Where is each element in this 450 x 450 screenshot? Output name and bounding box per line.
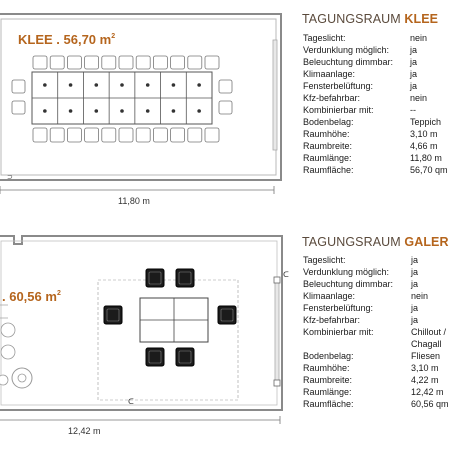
klee-top-chairs [33,56,219,69]
chair [119,56,133,69]
spec-value: nein [411,291,429,301]
spec-label: Kfz-befahrbar: [303,315,361,325]
spec-value: ja [410,81,418,91]
spec-label: Kombinierbar mit: [303,327,374,337]
spec-row [303,278,450,290]
spec-value: 60,56 qm [411,399,449,409]
table-marker [172,109,176,113]
spec-value: ja [411,255,419,265]
spec-label: Fensterbelüftung: [303,303,374,313]
klee-bottom-chairs [33,128,219,142]
spec-row [303,266,450,278]
spec-value: Fliesen [411,351,441,361]
spec-row [303,68,450,80]
svg-text:⊃: ⊃ [7,173,13,181]
spec-label: Tageslicht: [303,33,346,43]
spec-row [303,164,450,176]
spec-label: Kfz-befahrbar: [303,93,361,103]
spec-label: Raumbreite: [303,141,353,151]
galerie-area-label: . 60,56 $m^2$ [2,289,61,304]
spec-value: 4,66 m [410,141,438,151]
spec-value: Chagall [411,339,442,349]
galerie-room-title: TAGUNGSRAUM GALER [302,235,449,249]
spec-row [303,140,450,152]
chair [85,56,99,69]
chair [102,56,116,69]
spec-value: ja [410,69,418,79]
table-marker [146,109,150,113]
chair [67,128,81,142]
spec-value: -- [410,105,416,115]
spec-value: ja [411,315,419,325]
spec-label: Klimaanlage: [303,69,356,79]
spec-row [303,398,450,410]
spec-row [303,32,450,44]
table-marker [172,83,176,87]
chair [188,56,202,69]
spec-label: Bodenbelag: [303,351,354,361]
chair [171,56,185,69]
spec-row [303,44,450,56]
chair [171,128,185,142]
klee-room-title: TAGUNGSRAUM KLEE [302,12,439,26]
chair [50,56,64,69]
spec-label: Raumfläche: [303,165,354,175]
chair [102,128,116,142]
spec-label: Raumlänge: [303,387,352,397]
spec-label: Verdunklung möglich: [303,45,390,55]
chair [136,128,150,142]
klee-dimension: 11,80 m [118,196,150,206]
spec-label: Beleuchtung dimmbar: [303,57,394,67]
spec-value: ja [411,279,419,289]
spec-label: Raumhöhe: [303,129,350,139]
klee-area-label: KLEE . 56,70 $m^2$ [18,32,116,47]
chair [85,128,99,142]
galerie-dimension: 12,42 m [68,426,101,436]
spec-row [303,104,450,116]
svg-text:ᑕ: ᑕ [283,270,289,279]
chair [50,128,64,142]
chair [188,128,202,142]
table-marker [69,83,73,87]
spec-row [303,56,450,68]
spec-row [303,80,450,92]
table-marker [94,109,98,113]
spec-label: Beleuchtung dimmbar: [303,279,394,289]
spec-row [303,386,450,398]
table-marker [43,83,47,87]
spec-value: ja [411,303,419,313]
table-marker [69,109,73,113]
spec-value: 11,80 m [410,153,442,163]
table-marker [120,109,124,113]
spec-row [303,374,450,386]
chair [205,56,219,69]
spec-row [303,152,450,164]
spec-row [303,290,450,302]
spec-value: Chillout / [411,327,447,337]
chair [67,56,81,69]
spec-value: 3,10 m [411,363,439,373]
spec-label: Tageslicht: [303,255,346,265]
chair [136,56,150,69]
chair [119,128,133,142]
spec-label: Fensterbelüftung: [303,81,374,91]
spec-label: Klimaanlage: [303,291,356,301]
table-marker [197,83,201,87]
spec-label: Raumhöhe: [303,363,350,373]
spec-label: Raumbreite: [303,375,353,385]
spec-label: Raumlänge: [303,153,352,163]
spec-value: ja [411,267,419,277]
chair [205,128,219,142]
chair [33,56,47,69]
chair [153,128,167,142]
table-marker [94,83,98,87]
spec-row [303,338,450,350]
spec-row [303,302,450,314]
spec-value: 3,10 m [410,129,438,139]
galerie-spec-table [303,254,450,414]
spec-value: ja [410,45,418,55]
table-marker [146,83,150,87]
spec-row [303,92,450,104]
spec-value: 56,70 qm [410,165,448,175]
table-marker [120,83,124,87]
spec-row [303,116,450,128]
table-marker [43,109,47,113]
spec-label: Raumfläche: [303,399,354,409]
spec-row [303,326,450,338]
spec-row [303,350,450,362]
spec-value: Teppich [410,117,442,127]
spec-row [303,314,450,326]
table-marker [197,109,201,113]
spec-row [303,128,450,140]
spec-row [303,362,450,374]
spec-row [303,254,450,266]
spec-value: nein [410,93,428,103]
klee-table [32,72,212,124]
spec-label: Verdunklung möglich: [303,267,390,277]
chair [153,56,167,69]
spec-value: ja [410,57,418,67]
spec-value: nein [410,33,428,43]
spec-value: 12,42 m [411,387,444,397]
spec-label: Kombinierbar mit: [303,105,374,115]
svg-text:ᑕ: ᑕ [128,397,134,406]
spec-label: Bodenbelag: [303,117,354,127]
spec-value: 4,22 m [411,375,439,385]
klee-spec-table [303,32,450,182]
chair [33,128,47,142]
